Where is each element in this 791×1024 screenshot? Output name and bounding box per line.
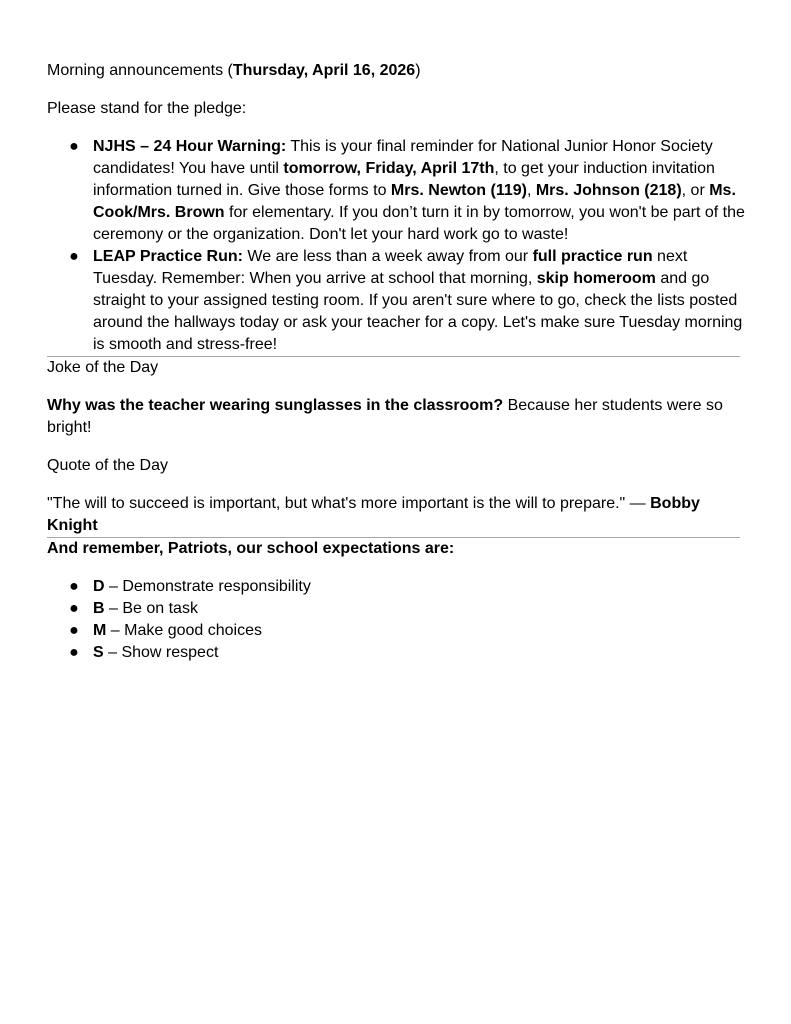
expectation-text: – Be on task [104,600,198,617]
announcement-text: This is your final reminder for National Junior Honor Society candidates! You have until [93,138,713,177]
announcement-list [47,136,747,356]
expectation-text: – Show respect [103,644,219,661]
announcement-title: LEAP Practice Run: [93,248,243,265]
expectations-list [47,576,747,664]
announcement-text: , [526,182,536,199]
header-prefix: Morning announcements ( [47,62,233,79]
expectation-letter: M [93,622,107,639]
expectation-text: – Demonstrate responsibility [104,578,311,595]
expectation-item [47,576,747,598]
announcement-emphasis: Ms. Cook/Mrs. Brown [93,182,736,221]
pledge-line: Please stand for the pledge: [47,100,247,117]
announcement-title: NJHS – 24 Hour Warning: [93,138,287,155]
announcement-text: next Tuesday. Remember: When you arrive at school that morning, [93,248,688,287]
joke-body [47,395,747,439]
expectation-item [47,642,747,664]
expectation-item [47,598,747,620]
announcement-text: , to get your induction invitation information turned in. Give those forms to [93,160,715,199]
bullet-icon: ● [69,138,79,155]
announcement-text: and go straight to your assigned testing room. If you aren't sure where to go, check the lists posted around the hallways today or ask your teacher for a copy. Let's make sure Tuesday morning is smooth and stress-free! [93,270,743,353]
announcement-item-leap [47,246,747,356]
expectation-item [47,620,747,642]
quote-body [47,493,747,537]
header-date: Thursday, April 16, 2026 [232,62,416,79]
announcement-emphasis: Mrs. Newton (119) [390,182,527,199]
joke-answer: Because her students were so bright! [47,397,723,436]
announcement-emphasis: skip homeroom [536,270,656,287]
expectations-heading [47,538,747,560]
joke-heading: Joke of the Day [47,359,159,376]
announcement-text: We are less than a week away from our [242,248,533,265]
bullet-icon: ● [69,578,79,595]
expectation-text: – Make good choices [106,622,262,639]
expectations-heading-text: And remember, Patriots, our school expectations are: [47,540,455,557]
quote-text: "The will to succeed is important, but what's more important is the will to prepare." — [47,495,651,512]
document-page [47,60,747,664]
bullet-icon: ● [69,622,79,639]
header-suffix: ) [415,62,421,79]
bullet-icon: ● [69,644,79,661]
announcement-emphasis: Mrs. Johnson (218) [535,182,682,199]
expectation-letter: S [93,644,104,661]
bullet-icon: ● [69,600,79,617]
quote-heading: Quote of the Day [47,457,168,474]
announcement-emphasis: tomorrow, Friday, April 17th [283,160,495,177]
announcement-item-njhs [47,136,747,246]
announcement-text: , or [681,182,710,199]
quote-author: Bobby Knight [47,495,700,534]
bullet-icon: ● [69,248,79,265]
announcement-text: for elementary. If you don’t turn it in by tomorrow, you won't be part of the ceremony or the organization. Don't let your hard work go to waste! [93,204,745,243]
expectation-letter: B [93,600,105,617]
joke-question: Why was the teacher wearing sunglasses in the classroom? [47,397,504,414]
announcement-header [47,60,747,82]
expectation-letter: D [93,578,105,595]
announcement-emphasis: full practice run [532,248,653,265]
